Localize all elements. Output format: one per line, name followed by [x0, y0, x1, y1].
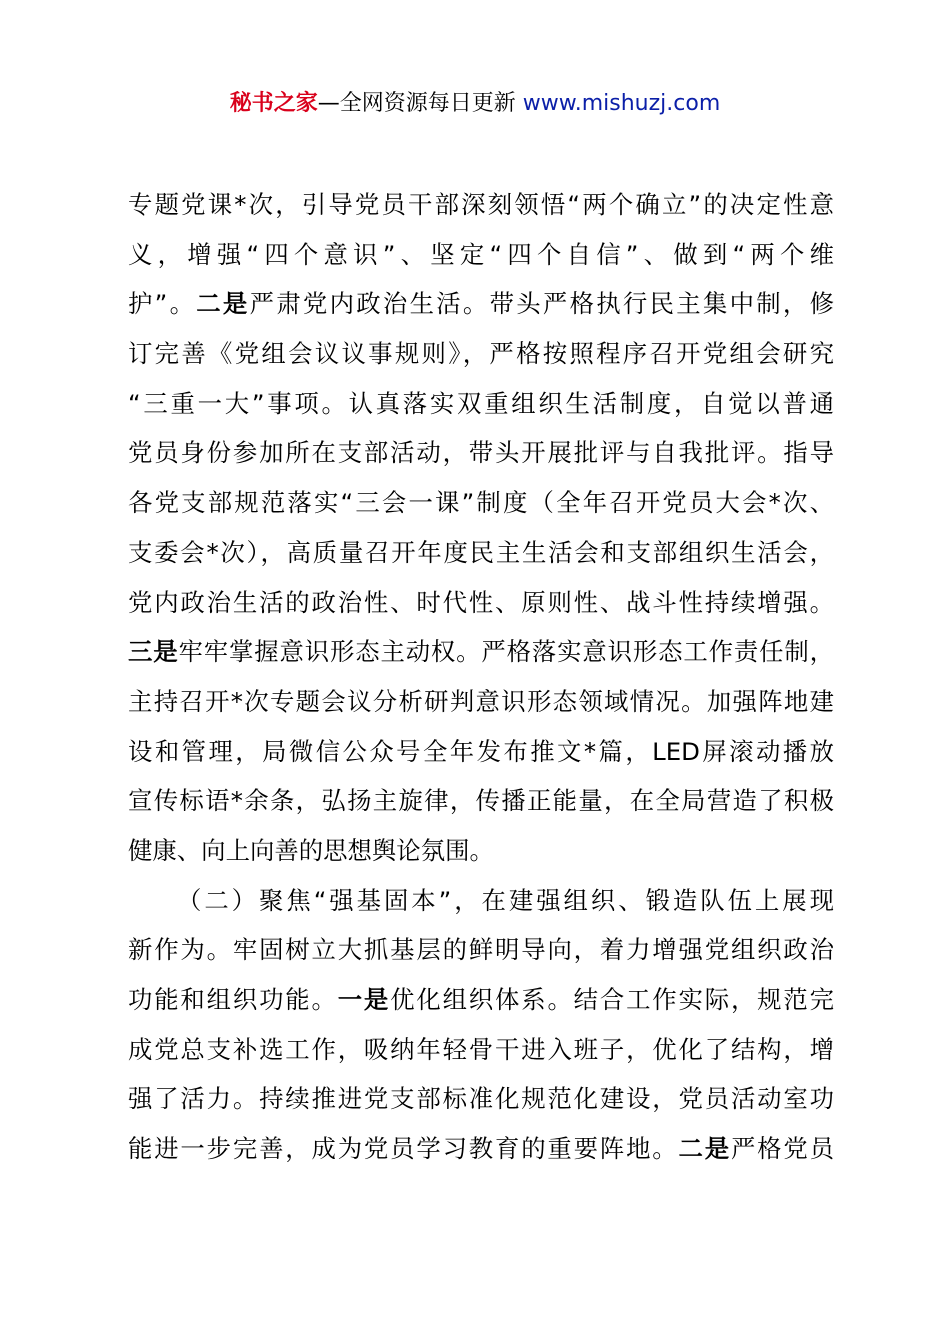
ordinal-marker: 一是: [337, 985, 391, 1014]
document-body: [128, 180, 834, 1174]
header-site-link[interactable]: www.mishuzj.com: [522, 91, 721, 116]
text-line: 义，增强“四个意识”、坚定“四个自信”、做到“两个维: [128, 239, 834, 269]
text-line: 健康、向上向善的思想舆论氛围。: [128, 835, 494, 865]
text-line: 专题党课*次，引导党员干部深刻领悟“两个确立”的决定性意: [128, 190, 834, 219]
page-header: [0, 86, 950, 122]
text-line: 成党总支补选工作，吸纳年轻骨干进入班子，优化了结构，增: [128, 1034, 834, 1064]
text-line: “三重一大”事项。认真落实双重组织生活制度，自觉以普通: [128, 388, 834, 418]
text-line: 功能和组织功能。一是优化组织体系。结合工作实际，规范完: [128, 985, 834, 1014]
text-line: 新作为。牢固树立大抓基层的鲜明导向，着力增强党组织政治: [128, 935, 834, 965]
text-line: 护”。二是严肃党内政治生活。带头严格执行民主集中制，修: [128, 289, 834, 319]
text-line: 能进一步完善，成为党员学习教育的重要阵地。二是严格党员: [128, 1134, 834, 1164]
text-line: 设和管理，局微信公众号全年发布推文*篇，LED屏滚动播放: [128, 736, 834, 766]
text-line: 宣传标语*余条，弘扬主旋律，传播正能量，在全局营造了积极: [128, 786, 834, 816]
text-line: 主持召开*次专题会议分析研判意识形态领域情况。加强阵地建: [128, 686, 834, 716]
text-line: 各党支部规范落实“三会一课”制度（全年召开党员大会*次、: [128, 488, 834, 518]
ordinal-marker: 二是: [678, 1134, 731, 1164]
text-line: 订完善《党组会议议事规则》，严格按照程序召开党组会研究: [128, 339, 834, 369]
text-line: 强了活力。持续推进党支部标准化规范化建设，党员活动室功: [128, 1084, 834, 1114]
header-slogan: —全网资源每日更新: [317, 91, 523, 116]
section-heading-line: （二）聚焦“强基固本”，在建强组织、锻造队伍上展现: [177, 885, 834, 915]
text-line: 党员身份参加所在支部活动，带头开展批评与自我批评。指导: [128, 438, 834, 468]
ordinal-marker: 二是: [196, 289, 250, 319]
header-brand: 秘书之家: [229, 91, 318, 116]
ordinal-marker: 三是: [128, 637, 179, 667]
text-line: 支委会*次），高质量召开年度民主生活会和支部组织生活会，: [128, 537, 834, 567]
text-line: 三是牢牢掌握意识形态主动权。严格落实意识形态工作责任制，: [128, 637, 834, 667]
text-line: 党内政治生活的政治性、时代性、原则性、战斗性持续增强。: [128, 587, 834, 617]
